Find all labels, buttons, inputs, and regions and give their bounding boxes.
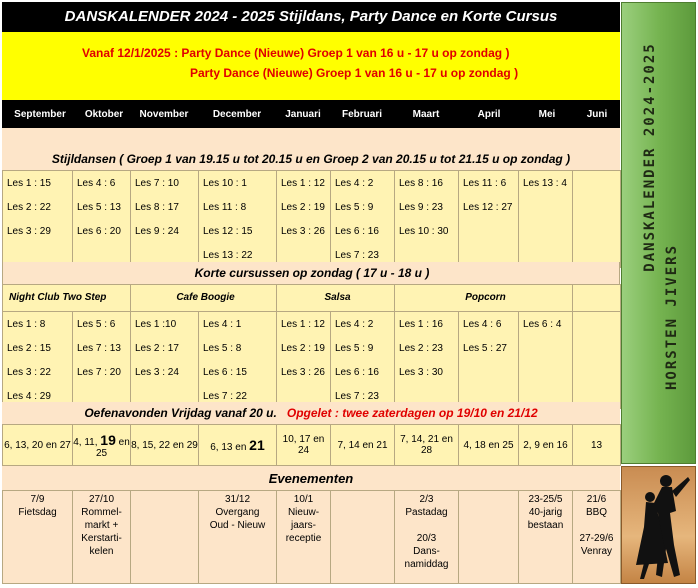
korte-col-februari: Les 4 : 2 Les 5 : 9 Les 6 : 16 Les 7 : 23 — [331, 312, 395, 409]
oefen-heading-main: Oefenavonden Vrijdag vanaf 20 u. — [84, 406, 277, 420]
korte-col-juni — [573, 312, 621, 409]
oefen-cell: 4, 18 en 25 — [459, 425, 519, 466]
korte-col-oktober: Les 5 : 6 Les 7 : 13 Les 7 : 20 — [73, 312, 131, 409]
event-cell: 21/6 BBQ 27-29/6 Venray — [573, 491, 621, 584]
stijldansen-band — [2, 128, 620, 170]
korte-col-januari: Les 1 : 12 Les 2 : 19 Les 3 : 26 — [277, 312, 331, 409]
oefen-heading — [2, 406, 620, 420]
korte-col-maart: Les 1 : 16 Les 2 : 23 Les 3 : 30 — [395, 312, 459, 409]
oefen-band — [2, 402, 620, 424]
stijl-col-januari: Les 1 : 12 Les 2 : 19 Les 3 : 26 — [277, 171, 331, 268]
stijl-col-maart: Les 8 : 16 Les 9 : 23 Les 10 : 30 — [395, 171, 459, 268]
stijl-col-oktober: Les 4 : 6 Les 5 : 13 Les 6 : 20 — [73, 171, 131, 268]
korte-col-november: Les 1 :10 Les 2 : 17 Les 3 : 24 — [131, 312, 199, 409]
month-label: Februari — [341, 109, 382, 120]
stijl-col-september: Les 1 : 15 Les 2 : 22 Les 3 : 29 — [3, 171, 73, 268]
group-salsa: Salsa — [277, 285, 395, 312]
event-cell: 23-25/5 40-jarig bestaan — [519, 491, 573, 584]
event-cell — [331, 491, 395, 584]
event-cell: 31/12 Overgang Oud - Nieuw — [199, 491, 277, 584]
korte-col-mei: Les 6 : 4 — [519, 312, 573, 409]
stijl-col-februari: Les 4 : 2 Les 5 : 9 Les 6 : 16 Les 7 : 23 — [331, 171, 395, 268]
month-label: Maart — [412, 109, 440, 120]
stijldansen-heading: Stijldansen ( Groep 1 van 19.15 u tot 20.15 u en Groep 2 van 20.15 u tot 21.15 u op zondag ) — [51, 152, 571, 166]
stijldansen-table — [2, 170, 621, 268]
oefen-cell: 13 — [573, 425, 621, 466]
stijl-col-mei: Les 13 : 4 — [519, 171, 573, 268]
korte-col-december: Les 4 : 1 Les 5 : 8 Les 6 : 15 Les 7 : 22 — [199, 312, 277, 409]
month-label: Mei — [538, 109, 556, 120]
event-cell — [131, 491, 199, 584]
side-club-name: HORSTEN JIVERS — [664, 243, 680, 390]
stijl-col-april: Les 11 : 6 Les 12 : 27 — [459, 171, 519, 268]
notice-line-2: Party Dance (Nieuwe) Groep 1 van 16 u - 17 u op zondag ) — [190, 66, 519, 80]
korte-col-april: Les 4 : 6 Les 5 : 27 — [459, 312, 519, 409]
event-cell: 7/9 Fietsdag — [3, 491, 73, 584]
korte-table — [2, 284, 621, 409]
side-title: DANSKALENDER 2024-2025 — [642, 42, 659, 272]
evenementen-heading: Evenementen — [268, 471, 354, 486]
event-cell: 10/1 Nieuw- jaars- receptie — [277, 491, 331, 584]
month-label: November — [139, 109, 189, 120]
oefen-cell: 8, 15, 22 en 29 — [131, 425, 199, 466]
evenementen-band — [2, 466, 620, 490]
stijl-col-december: Les 10 : 1 Les 11 : 8 Les 12 : 15 Les 13 : 22 — [199, 171, 277, 268]
side-banner — [621, 2, 696, 464]
month-label: September — [14, 109, 66, 120]
month-label: Januari — [285, 109, 321, 120]
month-label: December — [212, 109, 262, 120]
group-night-club: Night Club Two Step — [3, 285, 131, 312]
calendar-title: DANSKALENDER 2024 - 2025 Stijldans, Party Dance en Korte Cursus — [2, 2, 620, 32]
oefen-table — [2, 424, 621, 466]
oefen-cell: 7, 14 en 21 — [331, 425, 395, 466]
notice-banner — [2, 32, 620, 100]
evenementen-table — [2, 490, 621, 584]
event-cell: 2/3 Pastadag 20/3 Dans- namiddag — [395, 491, 459, 584]
korte-band — [2, 262, 620, 284]
month-header-row — [2, 100, 620, 128]
notice-line-1: Vanaf 12/1/2025 : Party Dance (Nieuwe) Groep 1 van 16 u - 17 u op zondag ) — [82, 46, 510, 60]
stijl-col-november: Les 7 : 10 Les 8 : 17 Les 9 : 24 — [131, 171, 199, 268]
group-cafe-boogie: Cafe Boogie — [131, 285, 277, 312]
group-popcorn: Popcorn — [395, 285, 573, 312]
event-cell: 27/10 Rommel- markt + Kerstarti- kelen — [73, 491, 131, 584]
oefen-cell: 10, 17 en 24 — [277, 425, 331, 466]
oefen-cell: 2, 9 en 16 — [519, 425, 573, 466]
month-label: Oktober — [84, 109, 124, 120]
oefen-heading-warning: Opgelet : twee zaterdagen op 19/10 en 21/12 — [286, 406, 538, 420]
oefen-cell: 6, 13, 20 en 27 — [3, 425, 73, 466]
korte-col-september: Les 1 : 8 Les 2 : 15 Les 3 : 22 Les 4 : 29 — [3, 312, 73, 409]
event-cell — [459, 491, 519, 584]
dancers-image — [621, 466, 696, 584]
month-label: Juni — [586, 109, 608, 120]
oefen-cell: 7, 14, 21 en 28 — [395, 425, 459, 466]
stijl-col-juni — [573, 171, 621, 268]
month-label: April — [477, 109, 501, 120]
korte-heading: Korte cursussen op zondag ( 17 u - 18 u ) — [194, 266, 430, 280]
oefen-cell: 4, 11, 19 en 25 — [73, 425, 131, 466]
dancers-silhouette-icon — [622, 467, 695, 583]
oefen-cell: 6, 13 en 21 — [199, 425, 277, 466]
